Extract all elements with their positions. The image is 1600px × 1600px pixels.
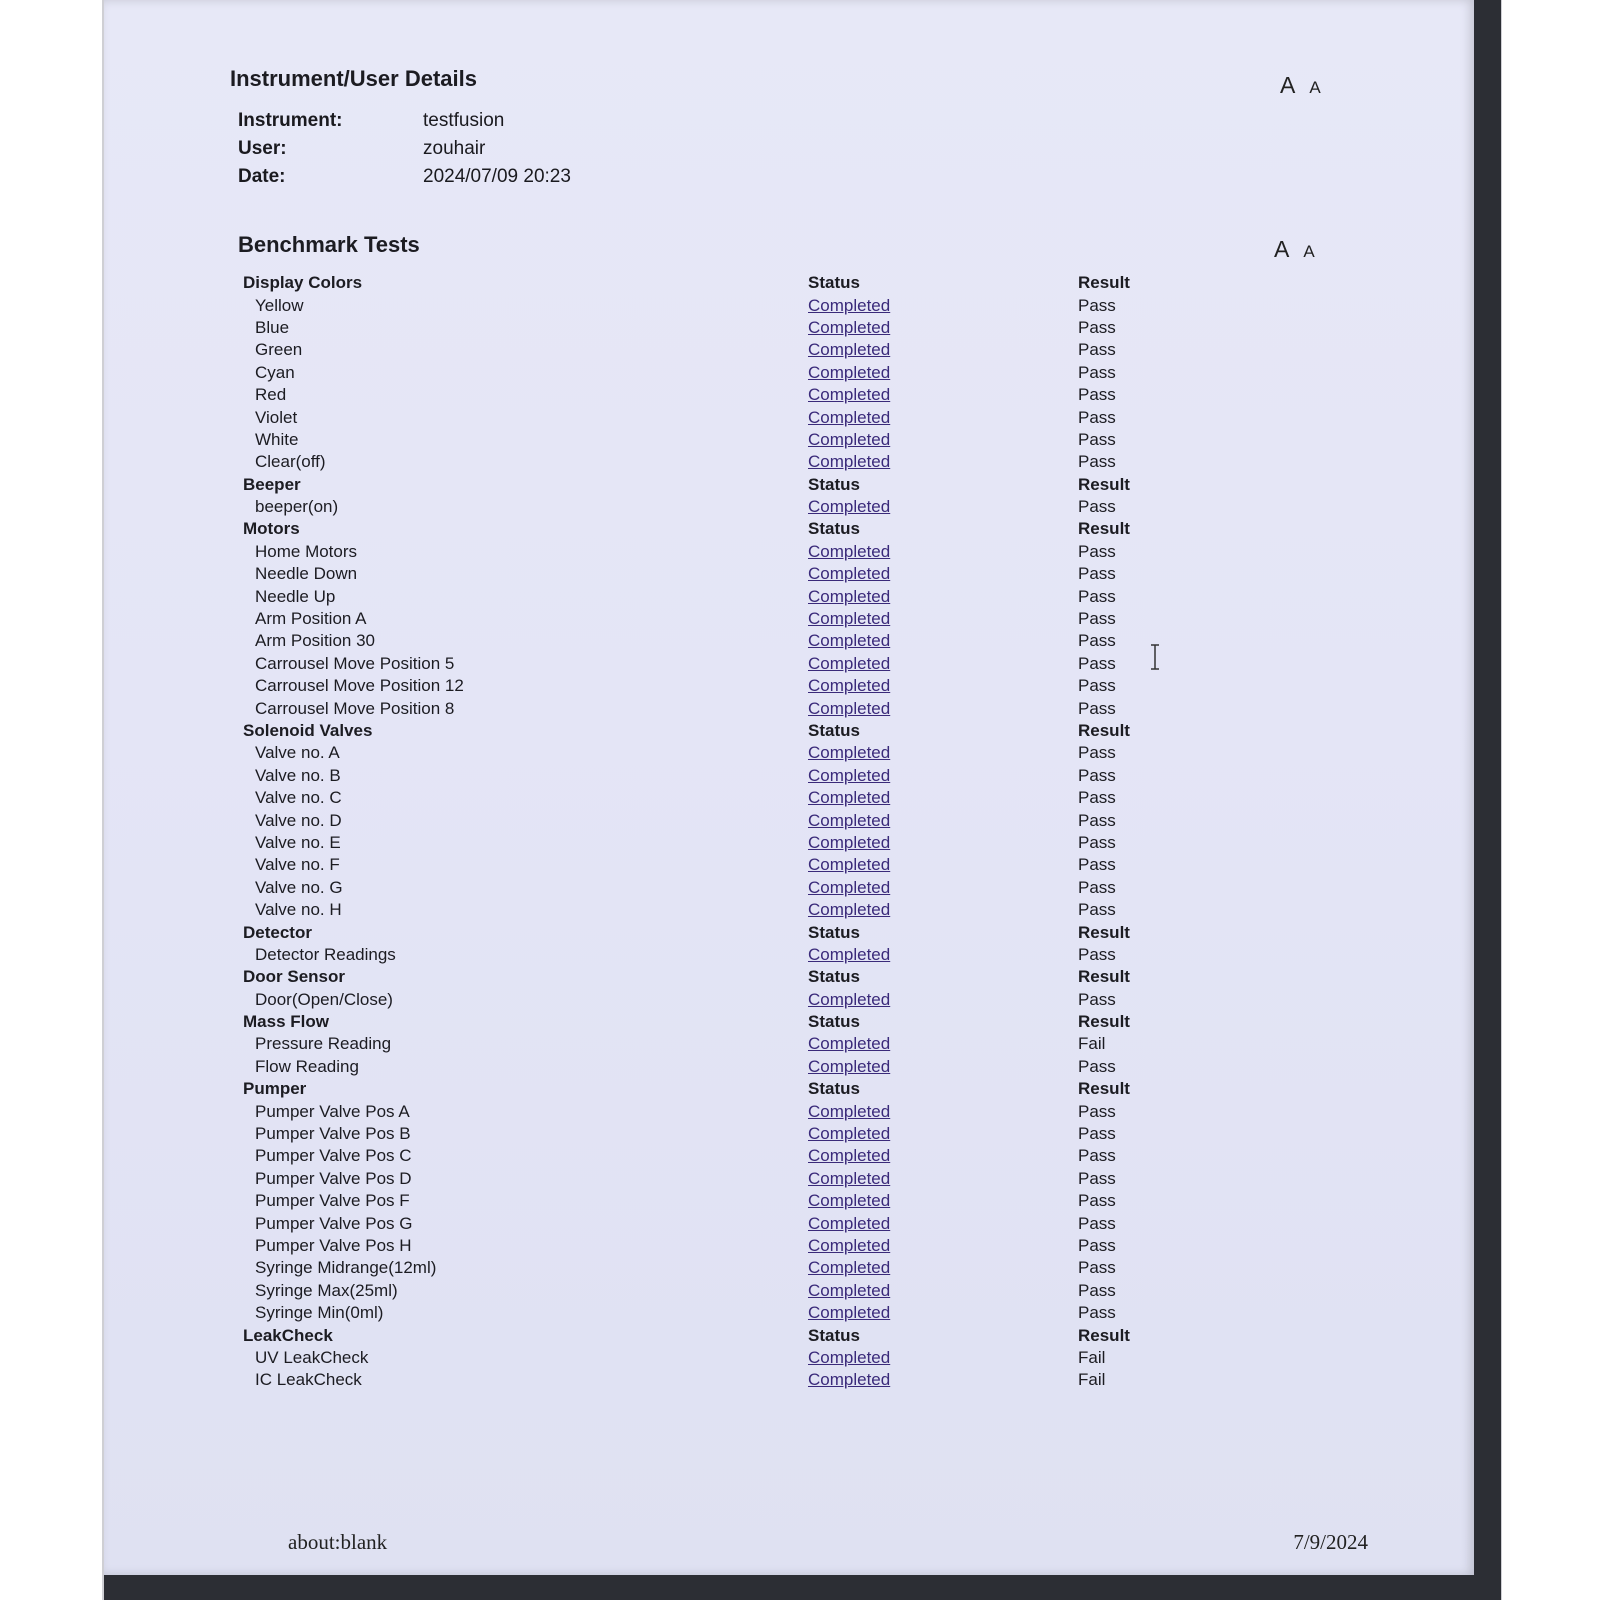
status-column-header: Status — [808, 1012, 860, 1032]
i-beam-cursor-icon — [1150, 644, 1160, 670]
test-name: Clear(off) — [255, 452, 326, 472]
result-column-header: Result — [1078, 1012, 1130, 1032]
test-row — [243, 765, 1143, 787]
status-cell — [808, 1236, 1078, 1256]
status-cell — [808, 1146, 1078, 1166]
test-name: Home Motors — [255, 541, 358, 561]
test-group-header — [243, 720, 1143, 742]
test-row — [243, 877, 1143, 899]
result-value: Pass — [1078, 1146, 1116, 1166]
test-row — [243, 317, 1143, 339]
photo-border-right — [1501, 0, 1600, 1600]
test-name: Arm Position A — [255, 609, 367, 629]
test-name: Valve no. H — [255, 900, 342, 920]
test-name: Needle Up — [255, 586, 336, 606]
test-row — [243, 1168, 1143, 1190]
test-name: Carrousel Move Position 12 — [255, 676, 464, 696]
test-group-header — [243, 1011, 1143, 1033]
result-value: Pass — [1078, 944, 1116, 964]
status-cell — [808, 766, 1078, 786]
test-row — [243, 854, 1143, 876]
test-group-header — [243, 921, 1143, 943]
test-name: Pumper Valve Pos D — [255, 1168, 412, 1188]
instrument-font-size-controls — [1280, 72, 1321, 99]
result-value: Pass — [1078, 452, 1116, 472]
status-cell — [808, 1124, 1078, 1144]
test-row — [243, 384, 1143, 406]
status-link[interactable]: Completed — [808, 429, 891, 449]
status-cell — [808, 676, 1078, 696]
test-name: Red — [255, 385, 287, 405]
status-link[interactable]: Completed — [808, 743, 891, 763]
result-value: Pass — [1078, 989, 1116, 1009]
status-link[interactable]: Completed — [808, 609, 891, 629]
test-row — [243, 1235, 1143, 1257]
status-cell — [808, 945, 1078, 965]
result-value: Pass — [1078, 631, 1116, 651]
result-value: Pass — [1078, 1056, 1116, 1076]
footer-date: 7/9/2024 — [1293, 1530, 1368, 1554]
test-group-header — [243, 272, 1143, 294]
status-cell — [808, 1370, 1078, 1390]
test-group-header — [243, 518, 1143, 540]
status-link[interactable]: Completed — [808, 1347, 891, 1367]
status-cell — [808, 363, 1078, 383]
test-name: Syringe Max(25ml) — [255, 1280, 398, 1300]
test-name: Arm Position 30 — [255, 631, 375, 651]
status-column-header: Status — [808, 1079, 860, 1099]
test-name: UV LeakCheck — [255, 1347, 369, 1367]
group-name: Door Sensor — [243, 967, 346, 987]
status-cell — [808, 833, 1078, 853]
result-column-header: Result — [1078, 1325, 1130, 1345]
status-column-header: Status — [808, 967, 860, 987]
decrease-font-button[interactable]: A — [1309, 78, 1321, 97]
status-link[interactable]: Completed — [808, 810, 891, 830]
result-value: Pass — [1078, 1213, 1116, 1233]
field-label: Date: — [238, 166, 286, 187]
test-row — [243, 899, 1143, 921]
benchmark-font-size-controls — [1274, 236, 1315, 263]
benchmark-tests-table — [243, 272, 1143, 1392]
photo-border-left — [0, 0, 104, 1600]
test-row — [243, 1056, 1143, 1078]
status-cell — [808, 1057, 1078, 1077]
test-name: Needle Down — [255, 564, 358, 584]
status-link[interactable]: Completed — [808, 900, 891, 920]
status-link[interactable]: Completed — [808, 295, 891, 315]
decrease-font-button[interactable]: A — [1303, 242, 1315, 261]
status-link[interactable]: Completed — [808, 385, 891, 405]
status-cell — [808, 1214, 1078, 1234]
field-value: 2024/07/09 20:23 — [423, 166, 571, 187]
result-value: Pass — [1078, 653, 1116, 673]
result-column-header: Result — [1078, 1079, 1130, 1099]
test-row — [243, 675, 1143, 697]
test-name: Syringe Min(0ml) — [255, 1303, 384, 1323]
instrument-section-title: Instrument/User Details — [230, 66, 477, 91]
status-column-header: Status — [808, 721, 860, 740]
test-name: IC LeakCheck — [255, 1370, 362, 1390]
result-value: Pass — [1078, 295, 1116, 315]
test-name: Green — [255, 340, 303, 360]
test-row — [243, 406, 1143, 428]
test-row — [243, 1123, 1143, 1145]
group-name: Beeper — [243, 474, 301, 494]
status-link[interactable]: Completed — [808, 765, 891, 785]
test-row — [243, 339, 1143, 361]
status-column-header: Status — [808, 474, 860, 494]
status-link[interactable]: Completed — [808, 452, 891, 472]
status-cell — [808, 542, 1078, 562]
test-name: Pumper Valve Pos G — [255, 1213, 413, 1233]
result-value: Pass — [1078, 900, 1116, 920]
status-link[interactable]: Completed — [808, 1303, 891, 1323]
status-link[interactable]: Completed — [808, 1146, 891, 1166]
test-row — [243, 653, 1143, 675]
test-row — [243, 1302, 1143, 1324]
benchmark-section-title: Benchmark Tests — [238, 232, 420, 257]
status-cell — [808, 878, 1078, 898]
test-row — [243, 541, 1143, 563]
test-name: Pressure Reading — [255, 1034, 392, 1054]
test-name: Pumper Valve Pos F — [255, 1191, 410, 1211]
test-group-header — [243, 1078, 1143, 1100]
result-value: Fail — [1078, 1034, 1106, 1054]
test-row — [243, 1257, 1143, 1279]
result-column-header: Result — [1078, 474, 1130, 494]
status-link[interactable]: Completed — [808, 497, 891, 517]
test-name: Valve no. D — [255, 810, 342, 830]
test-name: Valve no. A — [255, 743, 340, 763]
test-name: beeper(on) — [255, 497, 339, 517]
status-column-header: Status — [808, 1325, 860, 1345]
status-cell — [808, 408, 1078, 428]
test-name: Carrousel Move Position 5 — [255, 653, 455, 673]
result-column-header: Result — [1078, 519, 1130, 539]
result-value: Pass — [1078, 1124, 1116, 1144]
result-column-header: Result — [1078, 721, 1130, 740]
test-name: Door(Open/Close) — [255, 989, 393, 1009]
test-row — [243, 563, 1143, 585]
test-row — [243, 1100, 1143, 1122]
result-value: Pass — [1078, 429, 1116, 449]
status-cell — [808, 340, 1078, 360]
status-cell — [808, 587, 1078, 607]
status-link[interactable]: Completed — [808, 1213, 891, 1233]
status-cell — [808, 497, 1078, 517]
result-value: Pass — [1078, 1168, 1116, 1188]
status-link[interactable]: Completed — [808, 1101, 891, 1121]
test-name: Valve no. F — [255, 855, 340, 875]
status-link[interactable]: Completed — [808, 564, 891, 584]
status-cell — [808, 654, 1078, 674]
test-name: White — [255, 429, 299, 449]
status-cell — [808, 1191, 1078, 1211]
test-row — [243, 1190, 1143, 1212]
test-name: Detector Readings — [255, 944, 396, 964]
status-link[interactable]: Completed — [808, 1258, 891, 1278]
status-cell — [808, 1169, 1078, 1189]
status-cell — [808, 1281, 1078, 1301]
test-group-header — [243, 966, 1143, 988]
status-link[interactable]: Completed — [808, 855, 891, 875]
test-row — [243, 697, 1143, 719]
status-link[interactable]: Completed — [808, 1370, 891, 1390]
status-cell — [808, 699, 1078, 719]
status-cell — [808, 1258, 1078, 1278]
status-link[interactable]: Completed — [808, 1034, 891, 1054]
result-value: Pass — [1078, 743, 1116, 763]
test-row — [243, 362, 1143, 384]
test-row — [243, 1145, 1143, 1167]
status-link[interactable]: Completed — [808, 877, 891, 897]
status-cell — [808, 609, 1078, 629]
test-name: Pumper Valve Pos C — [255, 1146, 412, 1166]
result-value: Pass — [1078, 1191, 1116, 1211]
test-group-header — [243, 474, 1143, 496]
footer-url: about:blank — [288, 1530, 388, 1554]
result-value: Pass — [1078, 317, 1116, 337]
test-row — [243, 451, 1143, 473]
status-cell — [808, 452, 1078, 472]
result-value: Pass — [1078, 564, 1116, 584]
result-value: Pass — [1078, 385, 1116, 405]
increase-font-button[interactable]: A — [1280, 72, 1296, 98]
result-value: Pass — [1078, 609, 1116, 629]
status-link[interactable]: Completed — [808, 989, 891, 1009]
status-link[interactable]: Completed — [808, 1056, 891, 1076]
test-name: Carrousel Move Position 8 — [255, 698, 455, 718]
status-link[interactable]: Completed — [808, 788, 891, 808]
result-value: Pass — [1078, 407, 1116, 427]
result-value: Pass — [1078, 698, 1116, 718]
test-row — [243, 989, 1143, 1011]
result-value: Pass — [1078, 1280, 1116, 1300]
status-link[interactable]: Completed — [808, 698, 891, 718]
test-row — [243, 585, 1143, 607]
result-value: Fail — [1078, 1347, 1106, 1367]
test-name: Syringe Midrange(12ml) — [255, 1258, 437, 1278]
date-row — [238, 163, 571, 191]
test-row — [243, 608, 1143, 630]
test-name: Valve no. E — [255, 832, 341, 852]
status-cell — [808, 318, 1078, 338]
test-group-header — [243, 1324, 1143, 1346]
status-link[interactable]: Completed — [808, 1168, 891, 1188]
status-link[interactable]: Completed — [808, 317, 891, 337]
field-value: zouhair — [423, 138, 486, 159]
result-value: Pass — [1078, 855, 1116, 875]
result-value: Pass — [1078, 497, 1116, 517]
status-cell — [808, 743, 1078, 763]
result-value: Pass — [1078, 586, 1116, 606]
group-name: Motors — [243, 519, 300, 539]
status-cell — [808, 788, 1078, 808]
test-row — [243, 496, 1143, 518]
result-value: Pass — [1078, 1101, 1116, 1121]
status-column-header: Status — [808, 922, 860, 942]
status-link[interactable]: Completed — [808, 944, 891, 964]
result-value: Pass — [1078, 765, 1116, 785]
group-name: Display Colors — [243, 273, 363, 293]
print-preview-page — [104, 0, 1474, 1575]
test-row — [243, 1369, 1143, 1391]
status-cell — [808, 564, 1078, 584]
status-link[interactable]: Completed — [808, 586, 891, 606]
group-name: Detector — [243, 922, 312, 942]
test-name: Pumper Valve Pos A — [255, 1101, 410, 1121]
status-cell — [808, 1348, 1078, 1368]
test-name: Violet — [255, 407, 298, 427]
status-link[interactable]: Completed — [808, 676, 891, 696]
group-name: LeakCheck — [243, 1325, 333, 1345]
status-column-header: Status — [808, 519, 860, 539]
result-value: Pass — [1078, 340, 1116, 360]
test-row — [243, 1212, 1143, 1234]
status-cell — [808, 430, 1078, 450]
test-row — [243, 630, 1143, 652]
field-value: testfusion — [423, 110, 505, 131]
result-value: Pass — [1078, 1235, 1116, 1255]
field-label: Instrument: — [238, 110, 343, 131]
status-link[interactable]: Completed — [808, 1191, 891, 1211]
instrument-row — [238, 107, 571, 135]
test-row — [243, 1347, 1143, 1369]
test-row — [243, 1280, 1143, 1302]
status-cell — [808, 385, 1078, 405]
result-value: Pass — [1078, 788, 1116, 808]
test-name: Cyan — [255, 362, 295, 382]
result-value: Pass — [1078, 541, 1116, 561]
status-link[interactable]: Completed — [808, 541, 891, 561]
status-cell — [808, 1034, 1078, 1054]
status-cell — [808, 631, 1078, 651]
test-name: Valve no. G — [255, 877, 343, 897]
status-link[interactable]: Completed — [808, 1280, 891, 1300]
status-link[interactable]: Completed — [808, 1124, 891, 1144]
status-cell — [808, 296, 1078, 316]
status-cell — [808, 1303, 1078, 1323]
test-row — [243, 1033, 1143, 1055]
test-row — [243, 294, 1143, 316]
instrument-details — [238, 107, 571, 191]
status-cell — [808, 990, 1078, 1010]
status-cell — [808, 1102, 1078, 1122]
result-value: Pass — [1078, 362, 1116, 382]
result-value: Pass — [1078, 1303, 1116, 1323]
result-value: Fail — [1078, 1370, 1106, 1390]
test-name: Valve no. B — [255, 765, 341, 785]
status-column-header: Status — [808, 273, 860, 293]
status-link[interactable]: Completed — [808, 362, 891, 382]
status-link[interactable]: Completed — [808, 631, 891, 651]
test-row — [243, 944, 1143, 966]
test-name: Yellow — [255, 295, 304, 315]
group-name: Pumper — [243, 1079, 307, 1099]
result-value: Pass — [1078, 1258, 1116, 1278]
test-row — [243, 429, 1143, 451]
result-column-header: Result — [1078, 922, 1130, 942]
group-name: Mass Flow — [243, 1012, 329, 1032]
result-column-header: Result — [1078, 967, 1130, 987]
status-link[interactable]: Completed — [808, 1235, 891, 1255]
result-value: Pass — [1078, 832, 1116, 852]
group-name: Solenoid Valves — [243, 721, 373, 740]
status-link[interactable]: Completed — [808, 407, 891, 427]
status-link[interactable]: Completed — [808, 340, 891, 360]
result-column-header: Result — [1078, 273, 1130, 293]
test-name: Valve no. C — [255, 788, 342, 808]
status-cell — [808, 900, 1078, 920]
result-value: Pass — [1078, 877, 1116, 897]
test-row — [243, 787, 1143, 809]
test-name: Pumper Valve Pos B — [255, 1124, 411, 1144]
status-cell — [808, 855, 1078, 875]
status-link[interactable]: Completed — [808, 653, 891, 673]
result-value: Pass — [1078, 676, 1116, 696]
user-row — [238, 135, 571, 163]
increase-font-button[interactable]: A — [1274, 236, 1290, 262]
test-name: Flow Reading — [255, 1056, 359, 1076]
test-row — [243, 742, 1143, 764]
result-value: Pass — [1078, 810, 1116, 830]
status-cell — [808, 811, 1078, 831]
test-row — [243, 832, 1143, 854]
test-name: Pumper Valve Pos H — [255, 1235, 412, 1255]
test-name: Blue — [255, 317, 290, 337]
test-row — [243, 809, 1143, 831]
field-label: User: — [238, 138, 287, 159]
status-link[interactable]: Completed — [808, 832, 891, 852]
